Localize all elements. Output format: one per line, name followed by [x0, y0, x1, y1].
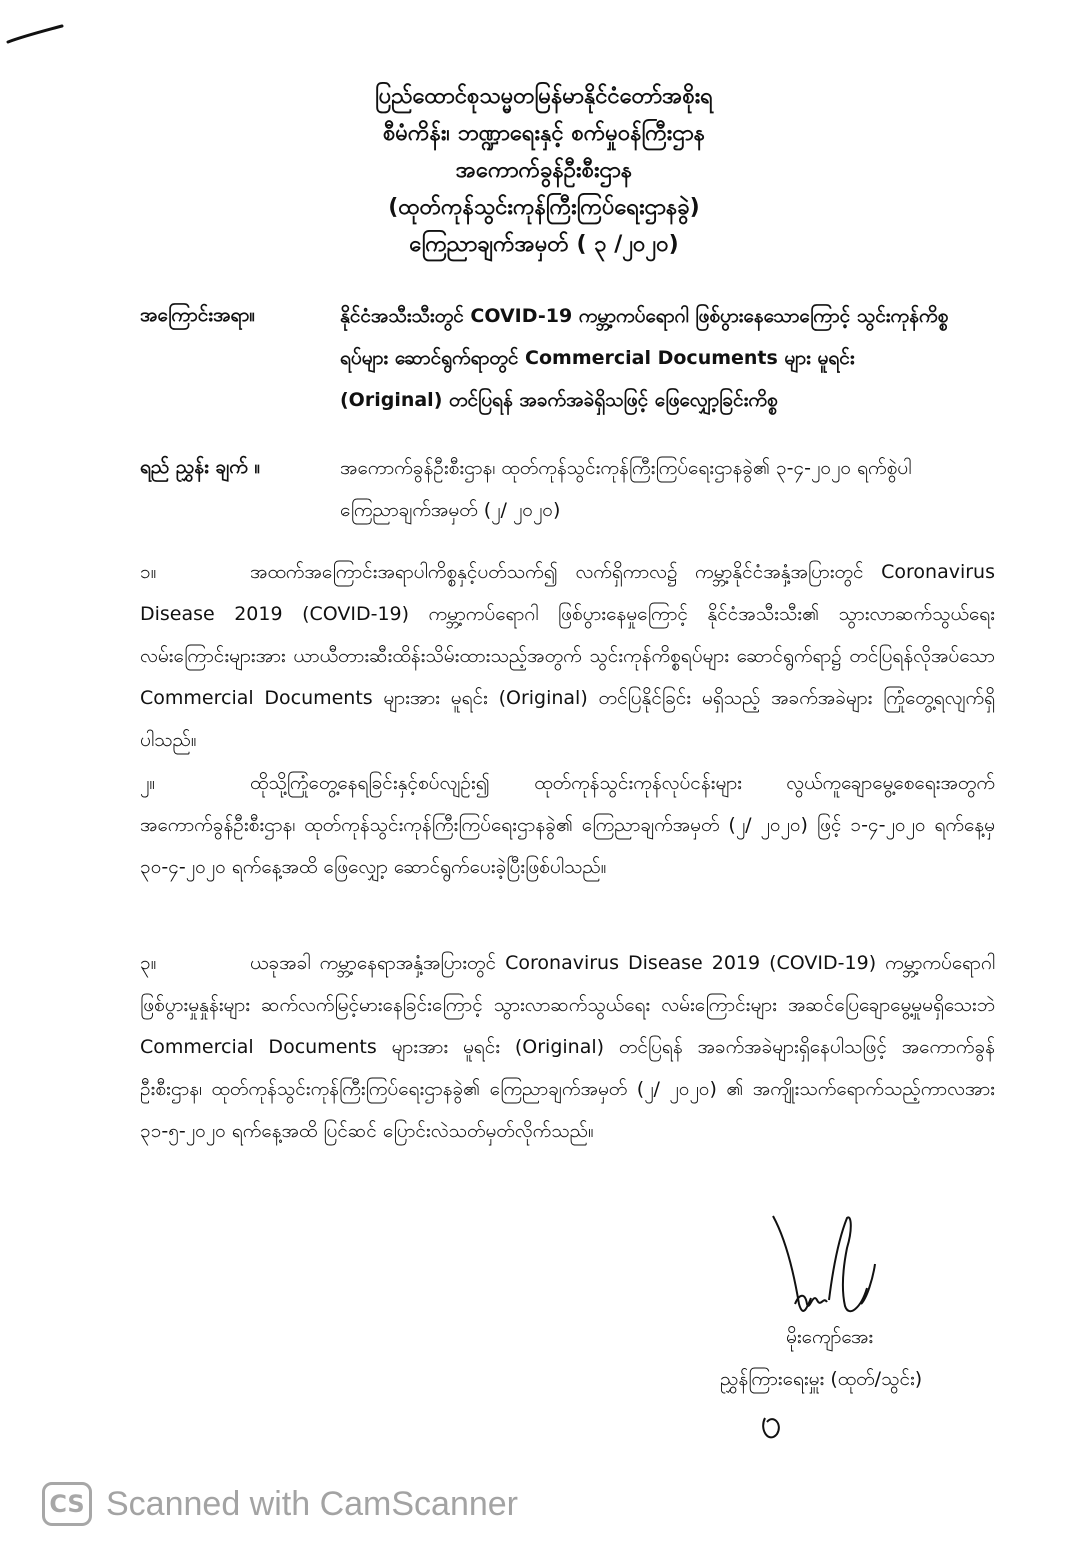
subject-section [140, 295, 960, 421]
paragraph-1 [140, 551, 995, 761]
pen-mark [6, 24, 66, 48]
notification-number: ကြေညာချက်အမှတ် ( ၃ /၂၀၂၀) [409, 232, 679, 257]
paragraph-number: ၃။ [140, 952, 157, 974]
department-name: အကောက်ခွန်ဦးစီးဌာန [455, 158, 633, 183]
reference-section [140, 447, 1000, 531]
division-name: (ထုတ်ကုန်သွင်းကုန်ကြီးကြပ်ရေးဌာနခွဲ) [388, 195, 700, 220]
camscanner-watermark [42, 1482, 518, 1526]
subject-label: အကြောင်းအရာ။ [140, 304, 256, 326]
paragraph-3 [140, 942, 995, 1152]
reference-text: အကောက်ခွန်ဦးစီးဌာန၊ ထုတ်ကုန်သွင်းကုန်ကြီးကြပ်ရေးဌာနခွဲ၏ ၃-၄-၂၀၂၀ ရက်စွဲပါ ကြေညာချက်အမှတ် (၂/ ၂၀၂၀) [340, 457, 912, 521]
signatory-title: ညွှန်ကြားရေးမှူး (ထုတ်/သွင်း) [720, 1368, 923, 1390]
paragraph-text: ယခုအခါ ကမ္ဘာ့နေရာအနှံ့အပြားတွင် Coronavirus Disease 2019 (COVID-19) ကမ္ဘာ့ကပ်ရောဂါ ဖြစ်ပွားမှုနှုန်းများ ဆက်လက်မြင့်မားနေခြင်းကြောင့် သွားလာဆက်သွယ်ရေး လမ်းကြောင်းများ အဆင်ပြေချောမွေ့မှုမရှိသေးဘဲ Commercial Documents များအား မူရင်း (Original) တင်ပြရန် အခက်အခဲများရှိနေပါသဖြင့် အကောက်ခွန်ဦးစီးဌာန၊ ထုတ်ကုန်သွင်းကုန်ကြီးကြပ်ရေးဌာနခွဲ၏ ကြေညာချက်အမှတ် (၂/ ၂၀၂၀) ၏ အကျိုးသက်ရောက်သည့်ကာလအား ၃၁-၅-၂၀၂၀ ရက်နေ့အထိ ပြင်ဆင် ပြောင်းလဲသတ်မှတ်လိုက်သည်။ [140, 952, 995, 1142]
reference-label: ရည် ညွှန်း ချက် ။ [140, 456, 261, 478]
watermark-text: Scanned with CamScanner [106, 1484, 519, 1523]
paragraph-number: ၁။ [140, 561, 157, 583]
ministry-name: စီမံကိန်း၊ ဘဏ္ဍာရေးနှင့် စက်မှုဝန်ကြီးဌာန [382, 121, 706, 146]
document-header [0, 78, 1088, 263]
government-name: ပြည်ထောင်စုသမ္မတမြန်မာနိုင်ငံတော်အစိုးရ [375, 84, 713, 109]
subject-text: နိုင်ငံအသီးသီးတွင် COVID-19 ကမ္ဘာ့ကပ်ရောဂါ ဖြစ်ပွားနေသောကြောင့် သွင်းကုန်ကိစ္စရပ်များ ဆောင်ရွက်ရာတွင် Commercial Documents များ မူရင်း (Original) တင်ပြရန် အခက်အခဲရှိသဖြင့် ဖြေလျှော့ခြင်းကိစ္စ [340, 305, 949, 411]
paragraph-2 [140, 762, 995, 888]
camscanner-logo-icon: CS [42, 1482, 92, 1526]
paragraph-number: ၂။ [140, 772, 156, 794]
paragraph-text: အထက်အကြောင်းအရာပါကိစ္စနှင့်ပတ်သက်၍ လက်ရှိကာလ၌ ကမ္ဘာ့နိုင်ငံအနှံ့အပြားတွင် Coronavirus Disease 2019 (COVID-19) ကမ္ဘာ့ကပ်ရောဂါ ဖြစ်ပွားနေမှုကြောင့် နိုင်ငံအသီးသီး၏ သွားလာဆက်သွယ်ရေးလမ်းကြောင်းများအား ယာယီတားဆီးထိန်းသိမ်းထားသည့်အတွက် သွင်းကုန်ကိစ္စရပ်များ ဆောင်ရွက်ရာ၌ တင်ပြရန်လိုအပ်သော Commercial Documents များအား မူရင်း (Original) တင်ပြနိုင်ခြင်း မရှိသည့် အခက်အခဲများ ကြုံတွေ့ရလျက်ရှိပါသည်။ [140, 561, 995, 751]
paragraph-text: ထိုသို့ကြုံတွေ့နေရခြင်းနှင့်စပ်လျဉ်း၍ ထုတ်ကုန်သွင်းကုန်လုပ်ငန်းများ လွယ်ကူချောမွေ့စေရေးအတွက် အကောက်ခွန်ဦးစီးဌာန၊ ထုတ်ကုန်သွင်းကုန်ကြီးကြပ်ရေးဌာနခွဲ၏ ကြေညာချက်အမှတ် (၂/ ၂၀၂၀) ဖြင့် ၁-၄-၂၀၂၀ ရက်နေ့မှ ၃၀-၄-၂၀၂၀ ရက်နေ့အထိ ဖြေလျှော့ ဆောင်ရွက်ပေးခဲ့ပြီးဖြစ်ပါသည်။ [140, 772, 995, 878]
signatory-name: မိုးကျော်အေး [786, 1326, 874, 1348]
